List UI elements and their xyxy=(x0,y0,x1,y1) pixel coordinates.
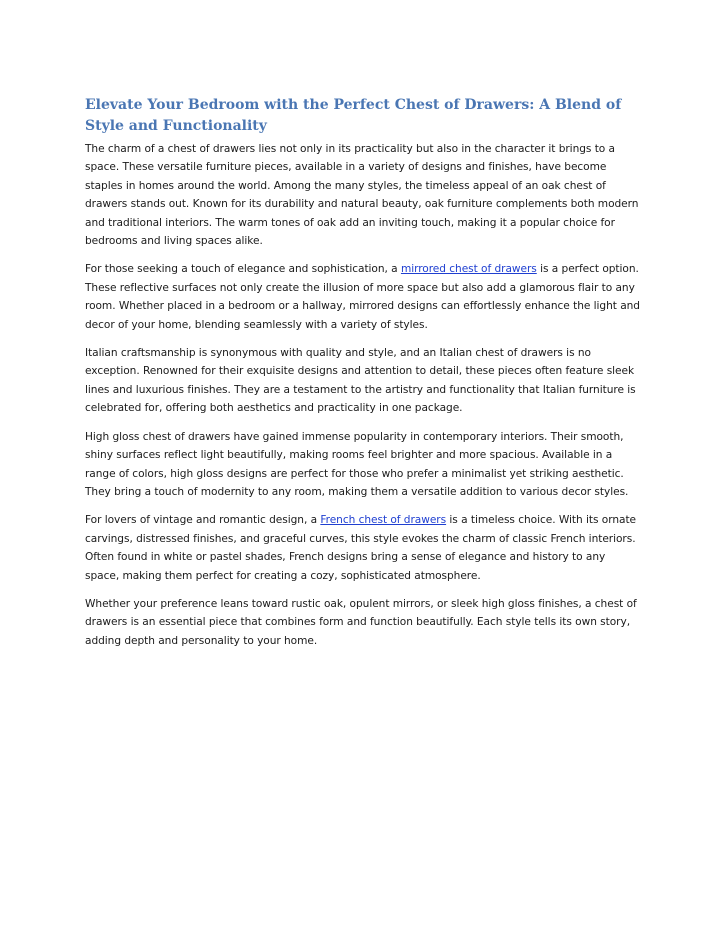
paragraph-french xyxy=(85,511,640,585)
paragraph-text: is a perfect option. These reflective surfaces not only create the illusion of more space but also add a glamorous flair to any room. Whether placed in a bedroom or a hallway, mirrored designs can effortlessly enhance the light and decor of your home, blending seamlessly with a variety of styles. xyxy=(85,263,640,331)
article-body xyxy=(85,95,640,660)
paragraph-mirrored xyxy=(85,260,640,334)
paragraph-text: is a timeless choice. With its ornate carvings, distressed finishes, and graceful curves, this style evokes the charm of classic French interiors. Often found in white or pastel shades, French designs bring a sense of elegance and history to any space, making them perfect for creating a cozy, sophisticated atmosphere. xyxy=(85,514,637,582)
paragraph-italian: Italian craftsmanship is synonymous with quality and style, and an Italian chest of drawers is no exception. Renowned for their exquisite designs and attention to detail, these pieces often feature sleek lines and luxurious finishes. They are a testament to the artistry and functionality that Italian furniture is celebrated for, offering both aesthetics and practicality in one package. xyxy=(85,347,636,415)
paragraph-oak: The charm of a chest of drawers lies not only in its practicality but also in the character it brings to a space. These versatile furniture pieces, available in a variety of designs and finishes, have become staples in homes around the world. Among the many styles, the timeless appeal of an oak chest of drawers stands out. Known for its durability and natural beauty, oak furniture complements both modern and traditional interiors. The warm tones of oak add an inviting touch, making it a popular choice for bedrooms and living spaces alike. xyxy=(85,143,639,248)
paragraph-high-gloss: High gloss chest of drawers have gained immense popularity in contemporary interiors. Their smooth, shiny surfaces reflect light beautifully, making rooms feel brighter and more spacious. Available in a range of colors, high gloss designs are perfect for those who prefer a minimalist yet striking aesthetic. They bring a touch of modernity to any room, making them a versatile addition to various decor styles. xyxy=(85,430,629,498)
article-title: Elevate Your Bedroom with the Perfect Chest of Drawers: A Blend of Style and Functionality xyxy=(85,97,622,134)
paragraph-text: For lovers of vintage and romantic design, a xyxy=(85,514,321,527)
mirrored-chest-link[interactable]: mirrored chest of drawers xyxy=(400,263,537,276)
paragraph-text: For those seeking a touch of elegance and sophistication, a xyxy=(85,263,401,276)
paragraph-conclusion: Whether your preference leans toward rustic oak, opulent mirrors, or sleek high gloss finishes, a chest of drawers is an essential piece that combines form and function beautifully. Each style tells its own story, adding depth and personality to your home. xyxy=(85,597,637,647)
french-chest-link[interactable]: French chest of drawers xyxy=(320,514,447,527)
